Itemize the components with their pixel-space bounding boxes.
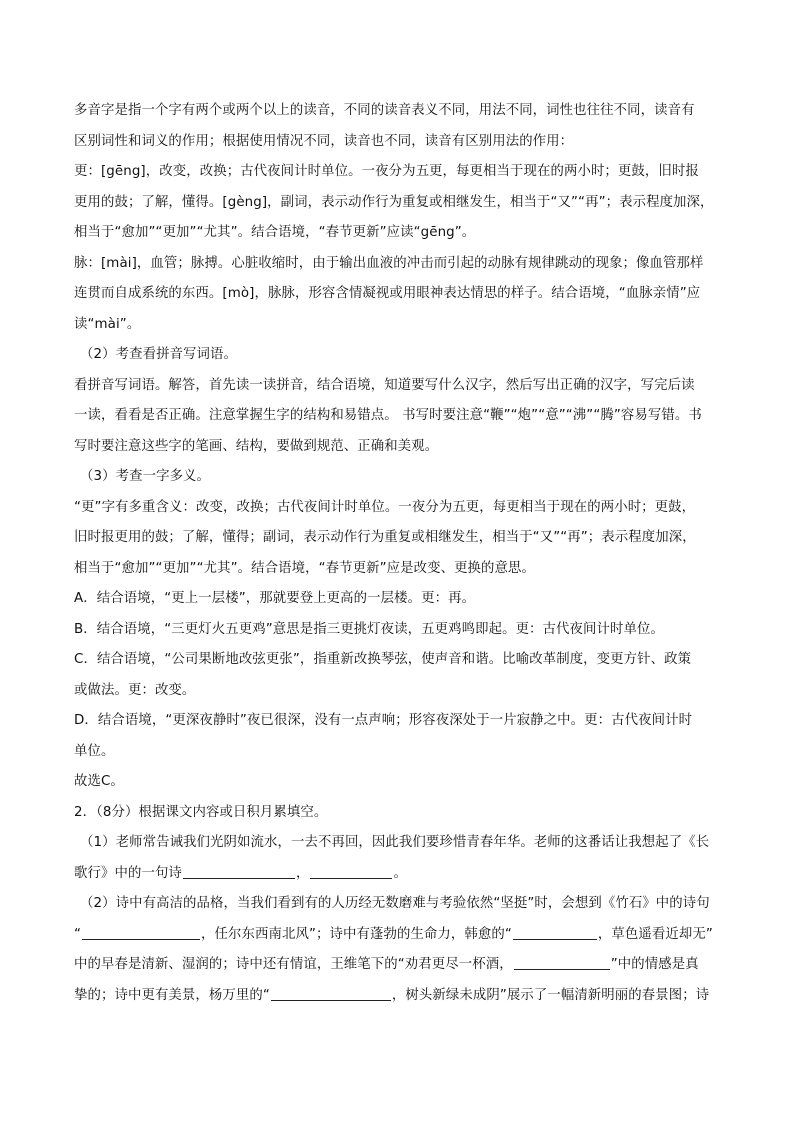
answer-blank[interactable] <box>183 864 295 879</box>
q2-text: ”中的情感是真 <box>610 957 699 972</box>
section-heading: （2）考查看拼音写词语。 <box>80 347 238 362</box>
section-heading: （3）考查一字多义。 <box>80 469 211 484</box>
q2-text: ，任尔东西南北风”；诗中有蓬勃的生命力，韩愈的“ <box>201 926 512 942</box>
answer-blank[interactable] <box>513 925 597 940</box>
text-line: 看拼音写词语。解答，首先读一读拼音，结合语境，知道要写什么汉字，然后写出正确的汉字，写完后读 <box>74 377 695 393</box>
text-line: 脉：[mài]，血管；脉搏。心脏收缩时，由于输出血液的冲击而引起的动脉有规律跳动的现象；像血管那样 <box>74 255 704 271</box>
text-line: 一读，看看是否正确。注意掌握生字的结构和易错点。 书写时要注意“鞭”“炮”“意”“沸”“腾”容易写错。书 <box>74 408 702 423</box>
q1-end: 。 <box>393 865 407 881</box>
answer-blank[interactable] <box>514 955 610 970</box>
text-line: 区别词性和词义的作用；根据使用情况不同，读音也不同，读音有区别用法的作用： <box>74 133 574 149</box>
option-d: D．结合语境，“更深夜静时”夜已很深，没有一点声响；形容夜深处于一片寂静之中。更：古代夜间计时 <box>74 713 693 728</box>
question-text <box>74 920 726 951</box>
answer-line: 故选C。 <box>74 774 124 789</box>
q2-text: ，树头新绿未成阴”展示了一幅清新明丽的春景图；诗 <box>391 987 710 1003</box>
text-line: 更：[gēng]，改变，改换；古代夜间计时单位。一夜分为五更，每更相当于现在的两小时；更鼓，旧时报 <box>74 164 699 179</box>
question-text <box>74 950 726 981</box>
question-text: （2）诗中有高洁的品格，当我们看到有的人历经无数磨难与考验依然“坚挺”时，会想到《竹石》中的诗句 <box>80 896 710 911</box>
text-line: 更用的鼓；了解，懂得。[gèng]，副词，表示动作行为重复或相继发生，相当于“又”“再”；表示程度加深， <box>74 194 714 210</box>
document-page <box>74 96 726 1011</box>
question-text <box>74 981 726 1012</box>
q2-text: 挚的；诗中更有美景，杨万里的“ <box>74 987 270 1003</box>
question-text: （1）老师常告诫我们光阴如流水，一去不再回，因此我们要珍惜青春年华。老师的这番话让我想起了《长 <box>80 835 710 850</box>
text-line: 写时要注意这些字的笔画、结构，要做到规范、正确和美观。 <box>74 438 439 454</box>
answer-blank[interactable] <box>310 864 392 879</box>
option-c: C．结合语境，“公司果断地改弦更张”，指重新改换琴弦，使声音和谐。比喻改革制度，变更方针、政策 <box>74 652 692 667</box>
answer-blank[interactable] <box>271 986 391 1001</box>
question-text <box>74 859 726 890</box>
text-line: 或做法。更：改变。 <box>74 682 196 698</box>
text-line: 单位。 <box>74 743 115 759</box>
q1-sep: ， <box>295 865 310 881</box>
question-heading: 2．（8分）根据课文内容或日积月累填空。 <box>74 804 328 820</box>
text-line: 多音字是指一个字有两个或两个以上的读音，不同的读音表义不同，用法不同，词性也往往不同，读音有 <box>74 103 695 118</box>
q2-text: 中的早春是清新、湿润的；诗中还有情谊，王维笔下的“劝君更尽一杯酒， <box>74 957 513 972</box>
text-line: 相当于“愈加”“更加”“尤其”。结合语境，“春节更新”应读“gēng”。 <box>74 225 476 240</box>
option-b: B．结合语境，“三更灯火五更鸡”意思是指三更挑灯夜读，五更鸡鸣即起。更：古代夜间计时单位。 <box>74 621 664 637</box>
text-line: 旧时报更用的鼓；了解，懂得；副词，表示动作行为重复或相继发生，相当于“又”“再”；表示程度加深， <box>74 530 696 545</box>
answer-blank[interactable] <box>82 925 200 940</box>
text-line: 连贯而自成系统的东西。[mò]，脉脉，形容含情凝视或用眼神表达情思的样子。结合语境，“血脉亲情”应 <box>74 286 701 301</box>
q2-text: ，草色遥看近却无” <box>597 926 713 942</box>
text-line: 相当于“愈加”“更加”“尤其”。结合语境，“春节更新”应是改变、更换的意思。 <box>74 560 536 576</box>
q2-text: “ <box>74 926 82 942</box>
text-line: “更”字有多重含义：改变，改换；古代夜间计时单位。一夜分为五更，每更相当于现在的两小时；更鼓， <box>74 499 696 515</box>
option-a: A．结合语境，“更上一层楼”，那就要登上更高的一层楼。更：再。 <box>74 591 476 606</box>
q1-text: 歌行》中的一句诗 <box>74 865 182 881</box>
text-line: 读“mài”。 <box>74 316 141 332</box>
